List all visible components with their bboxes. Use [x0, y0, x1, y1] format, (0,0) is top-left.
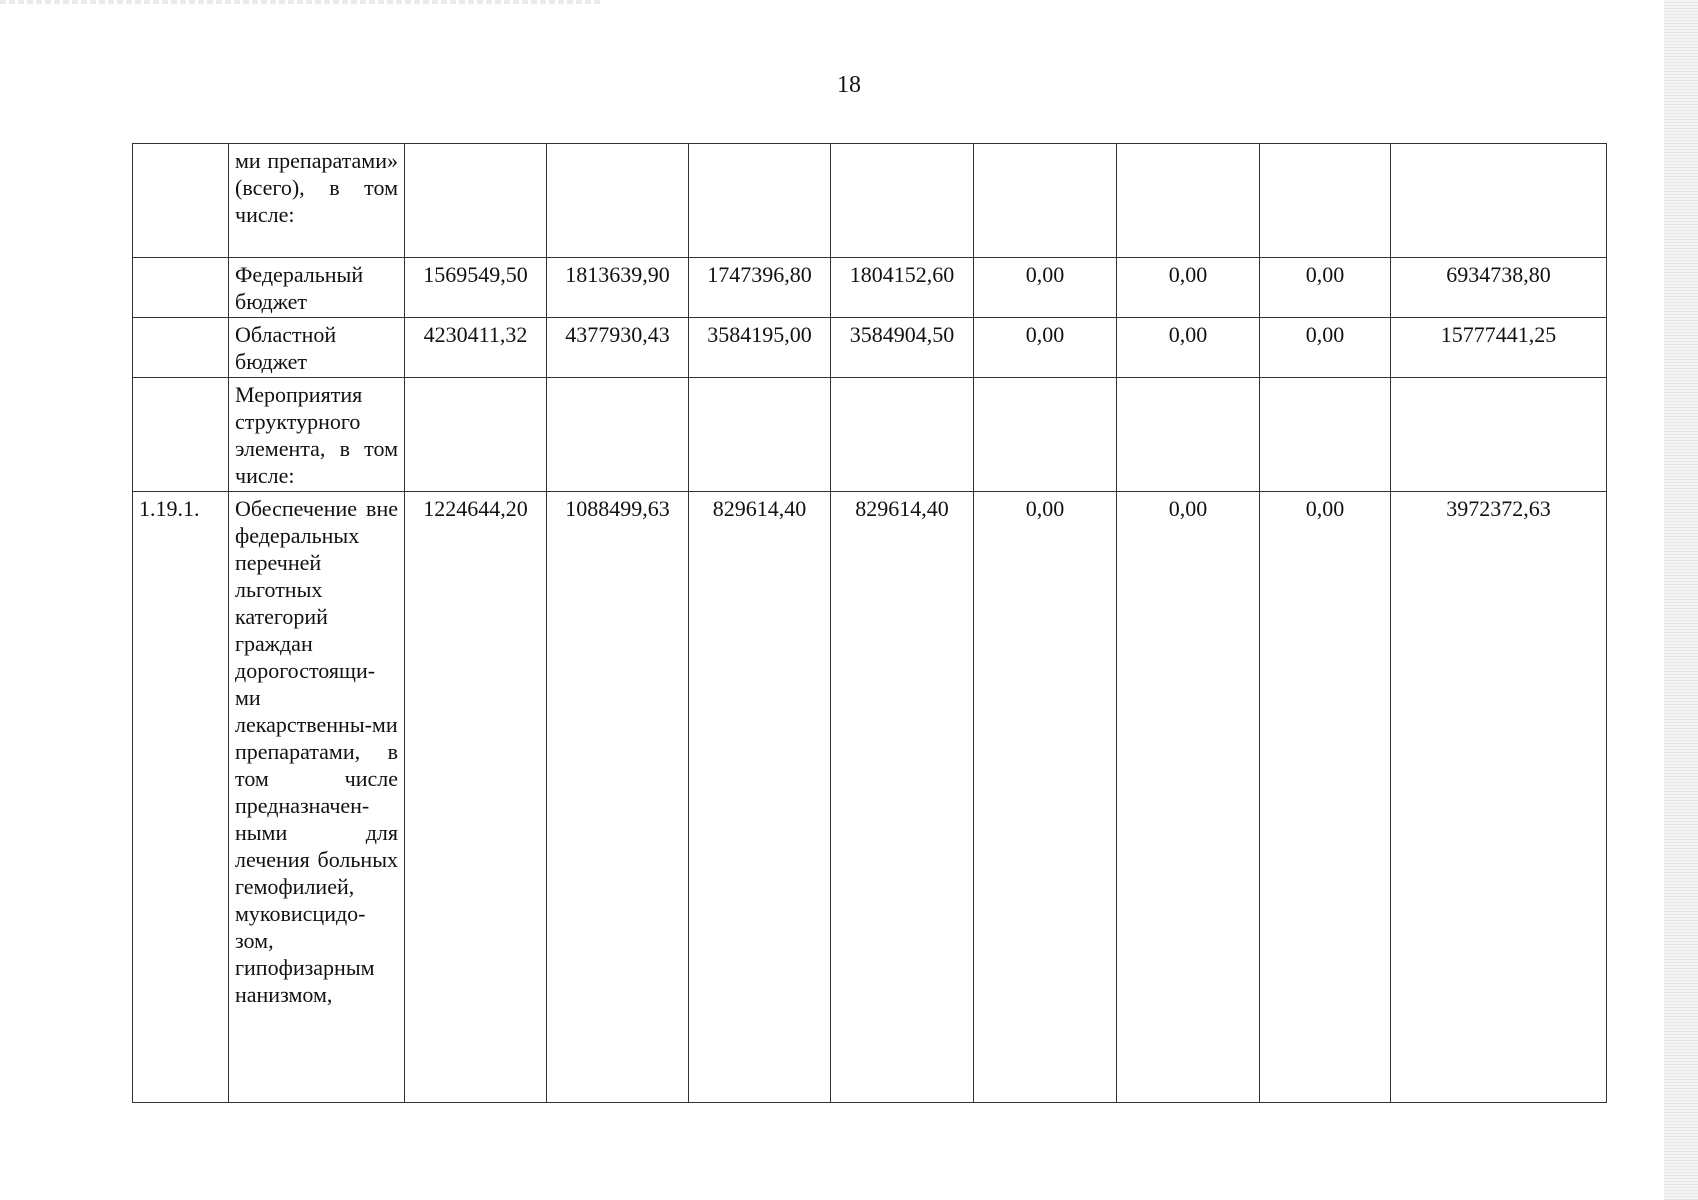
value-cell: 0,00	[1117, 492, 1260, 1103]
budget-table	[132, 143, 1607, 1103]
row-code	[133, 378, 229, 492]
table-row	[133, 258, 1607, 318]
page-number: 18	[837, 72, 861, 98]
value-cell: 1569549,50	[405, 258, 547, 318]
table-row	[133, 492, 1607, 1103]
value-cell: 4377930,43	[547, 318, 689, 378]
value-cell: 0,00	[974, 492, 1117, 1103]
value-cell: 0,00	[974, 318, 1117, 378]
row-code	[133, 144, 229, 258]
table-row	[133, 378, 1607, 492]
value-cell: 1224644,20	[405, 492, 547, 1103]
value-cell: 0,00	[1117, 318, 1260, 378]
value-cell: 1088499,63	[547, 492, 689, 1103]
scan-artifact-edge	[1664, 0, 1698, 1200]
total-cell: 3972372,63	[1391, 492, 1607, 1103]
value-cell: 829614,40	[831, 492, 974, 1103]
value-cell: 829614,40	[689, 492, 831, 1103]
value-cell: 3584904,50	[831, 318, 974, 378]
value-cell	[831, 144, 974, 258]
value-cell: 3584195,00	[689, 318, 831, 378]
value-cell: 0,00	[1260, 258, 1391, 318]
value-cell	[831, 378, 974, 492]
value-cell: 0,00	[1260, 492, 1391, 1103]
row-code	[133, 318, 229, 378]
value-cell: 1813639,90	[547, 258, 689, 318]
value-cell: 1747396,80	[689, 258, 831, 318]
value-cell	[1260, 378, 1391, 492]
row-name: Мероприятия структурного элемента, в том числе:	[229, 378, 405, 492]
row-name: ми препаратами» (всего), в том числе:	[229, 144, 405, 258]
scan-artifact-top	[0, 0, 600, 4]
value-cell: 1804152,60	[831, 258, 974, 318]
table-row	[133, 318, 1607, 378]
total-cell: 15777441,25	[1391, 318, 1607, 378]
total-cell	[1391, 378, 1607, 492]
value-cell: 0,00	[1117, 258, 1260, 318]
value-cell: 0,00	[974, 258, 1117, 318]
value-cell	[405, 144, 547, 258]
row-code: 1.19.1.	[133, 492, 229, 1103]
value-cell	[1117, 378, 1260, 492]
total-cell: 6934738,80	[1391, 258, 1607, 318]
total-cell	[1391, 144, 1607, 258]
value-cell	[547, 378, 689, 492]
value-cell	[1117, 144, 1260, 258]
value-cell: 4230411,32	[405, 318, 547, 378]
value-cell	[547, 144, 689, 258]
value-cell	[974, 378, 1117, 492]
value-cell	[689, 378, 831, 492]
row-name: Федеральный бюджет	[229, 258, 405, 318]
table-row	[133, 144, 1607, 258]
value-cell	[974, 144, 1117, 258]
row-name: Областной бюджет	[229, 318, 405, 378]
value-cell	[1260, 144, 1391, 258]
row-code	[133, 258, 229, 318]
row-name: Обеспечение вне федеральных перечней льготных категорий граждан дорогостоящи-ми лекарственны-ми препаратами, в том числе предназначен-ными для лечения больных гемофилией, муковисцидо-зом, гипофизарным нанизмом,	[229, 492, 405, 1103]
value-cell: 0,00	[1260, 318, 1391, 378]
value-cell	[689, 144, 831, 258]
value-cell	[405, 378, 547, 492]
